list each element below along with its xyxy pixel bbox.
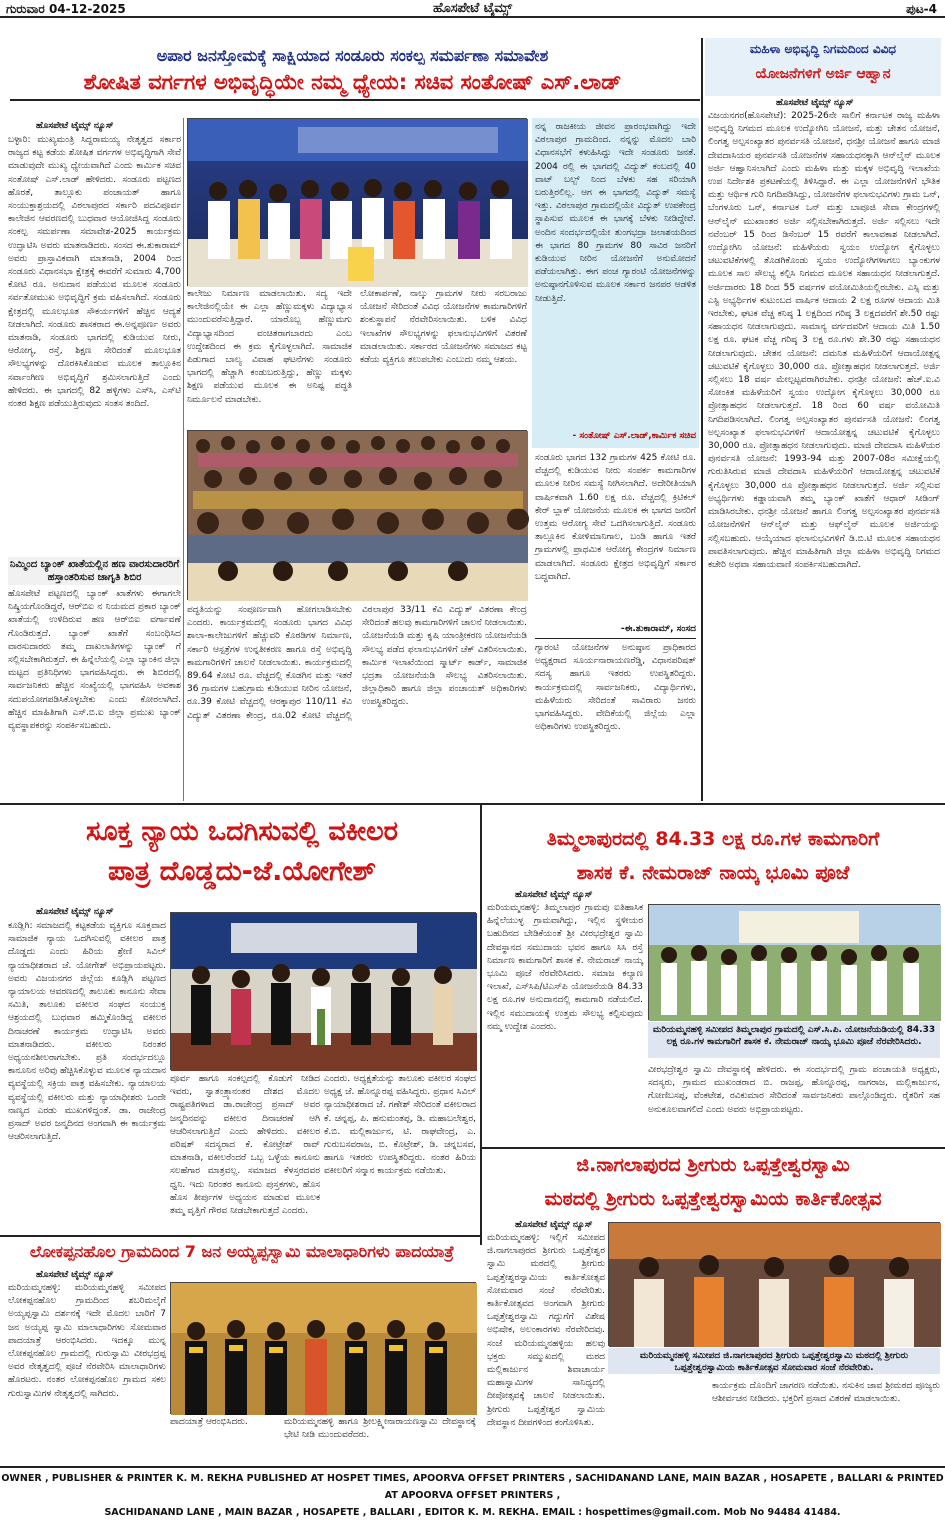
- story1-col4-lower: ಸಂಡೂರು ಭಾಗದ 132 ಗ್ರಾಮಗಳ 425 ಕೋಟಿ ರೂ. ವೆಚ್ಚದಲ್ಲಿ ಕುಡಿಯುವ ನೀರು ಸಂಪರ್ಕ ಕಾಮಗಾರಿಗಳ ಮೂಲಕ ನೀರಿನ ಸಮಸ್ಯೆ ನೀಗಿಸಲಾಗಿದೆ. ಅದೇರೀತಿಯಾಗಿ ವಾರ್ಷಿಕವಾಗಿ 1.60 ಲಕ್ಷ ರೂ. ವೆಚ್ಚದಲ್ಲಿ ಕ್ರಿಟಿಕಲ್ ಕೇರ್ ಬ್ಲಾಕ್ ಯೋಜನೆಯ ಮೂಲಕ ಈ ಭಾಗದ ಜನರಿಗೆ ಉತ್ತಮ ಆರೋಗ್ಯ ಸೇವೆ ಒದಗಿಸಲಾಗುತ್ತಿದೆ. ಸಂಡೂರು ತಾಲ್ಲೂಕಿನ ಕೋಳಿಮಾನಿಗಾಲ, ಬಂಡಿ ಹಾಗೂ ಇತರೆ ಗ್ರಾಮಗಳಲ್ಲಿ ಪ್ರಾಥಮಿಕ ಆರೋಗ್ಯ ಕೇಂದ್ರಗಳ ನಿರ್ಮಾಣ ಮಾಡಲಾಗಿದೆ. ಸಂಡೂರು ಕ್ಷೇತ್ರದ ಅಭಿವೃದ್ಧಿಗೆ ಸರ್ಕಾರ ಬದ್ಧವಾಗಿದೆ.: [535, 453, 696, 582]
- story1-col4-tail: ಗ್ಯಾರಂಟಿ ಯೋಜನೆಗಳ ಅನುಷ್ಠಾನ ಪ್ರಾಧಿಕಾರದ ಅಧ್ಯಕ್ಷರಾದ ಸೂರ್ಯನಾರಾಯಣರೆಡ್ಡಿ, ವಿಧಾನಪರಿಷತ್ ಸದಸ್ಯ ಹಾಗೂ ಇತರರು ಉಪಸ್ಥಿತರಿದ್ದರು. ಕಾರ್ಯಕ್ರಮದಲ್ಲಿ ಸಾರ್ವಜನಿಕರು, ವಿದ್ಯಾರ್ಥಿಗಳು, ಮಹಿಳೆಯರು ಸೇರಿದಂತೆ ಸಾವಿರಾರು ಜನರು ಭಾಗವಹಿಸಿದ್ದರು. ವೇದಿಕೆಯಲ್ಲಿ ಜಿಲ್ಲೆಯ ಎಲ್ಲಾ ಅಧಿಕಾರಿಗಳು ಉಪಸ್ಥಿತರಿದ್ದರು.: [535, 643, 696, 733]
- sub-story-text: ಹೊಸಪೇಟೆ ಪಟ್ಟಣದಲ್ಲಿ ಬ್ಯಾಂಕ್ ಖಾತೆಗಳು ಈಗಾಗಲೇ ನಿಷ್ಕ್ರಿಯಗೊಂಡಿದ್ದರೆ, ಆರ್‌ಬಿಐ ನ ನಿಯಮದ ಪ್ರಕಾರ ಬ್ಯಾಂಕ್ ಖಾತೆಯಲ್ಲಿ ಉಳಿದಿರುವ ಹಣ ಆರ್‌ಬಿಐ ವರ್ಗಾವಣೆ ಗೊಂಡಿರುತ್ತದೆ. ಬ್ಯಾಂಕ್ ಖಾತೆಗೆ ಸಂಬಂಧಿಸಿದ ವಾರಸುದಾರರು ತಮ್ಮ ದಾಖಲಾತಿಗಳನ್ನು ಬ್ಯಾಂಕ್ ಗೆ ಸಲ್ಲಿಸಬೇಕಾಗಿರುತ್ತದೆ. ಈ ಹಿನ್ನೆಲೆಯಲ್ಲಿ ಎಲ್ಲಾ ಬ್ಯಾಂಕಿನ ಜಿಲ್ಲಾ ಮಟ್ಟದ ಪ್ರತಿನಿಧಿಗಳು ಭಾಗವಹಿಸಿದ್ದರು. ಈ ಶಿಬಿರದಲ್ಲಿ ಸಾರ್ವಜನಿಕರು ಹೆಚ್ಚಿನ ಸಂಖ್ಯೆಯಲ್ಲಿ ಭಾಗವಹಿಸಿ ಅವಕಾಶ ಸದುಪಯೋಗಪಡಿಸಿಕೊಳ್ಳಬೇಕು ಎಂದು ಕೋರಲಾಗಿದೆ. ಹೆಚ್ಚಿನ ಮಾಹಿತಿಗಾಗಿ ಎಸ್.ಬಿ.ಐ ಜಿಲ್ಲಾ ಪ್ರಮುಖ ಬ್ಯಾಂಕ್ ವ್ಯವಸ್ಥಾಪಕರನ್ನು ಸಂಪರ್ಕಿಸಬಹುದು.: [8, 589, 181, 732]
- story1-crowd-photo: [187, 430, 527, 600]
- story1-quote-text: ನನ್ನ ರಾಜಕೀಯ ಜೀವನ ಪ್ರಾರಂಭವಾಗಿದ್ದು ಇದೇ ವಿಠಲಾಪುರ ಗ್ರಾಮದಿಂದ. ನನ್ನನ್ನು ಮೊದಲ ಬಾರಿ ವಿಧಾನಸಭೆಗೆ ಕಳುಹಿಸಿದ್ದು ಇದೇ ಸಂಡೂರು ಜನತೆ. 2004 ರಲ್ಲಿ ಈ ಭಾಗದಲ್ಲಿ ವಿದ್ಯುತ್ ಕಂಬದಲ್ಲಿ 40 ವಾಟ್ ಬಲ್ಬ್ ನಿಂದ ಬೆಳಕು ಸಹ ಸರಿಯಾಗಿ ಬರುತ್ತಿರಲಿಲ್ಲ. ಆಗ ಈ ಭಾಗದಲ್ಲಿ ವಿದ್ಯುತ್ ಸಮಸ್ಯೆ ಇತ್ತು. ವಿಠಲಾಪುರ ಗ್ರಾಮದಲ್ಲಿಯೇ ವಿದ್ಯುತ್ ಉಪಕೇಂದ್ರ ಸ್ಥಾಪಿಸುವ ಮೂಲಕ ಈ ಭಾಗಕ್ಕೆ ಬೆಳಕು ನೀಡಿದ್ದೇವೆ. ಅಂದಿನ ಸಂದರ್ಭದಲ್ಲಿಯೇ ತುಂಗಭದ್ರಾ ಜಲಾಶಯದಿಂದ ಈ ಭಾಗದ 80 ಗ್ರಾಮಗಳ 80 ಸಾವಿರ ಜನರಿಗೆ ಕುಡಿಯುವ ನೀರಿನ ಯೋಜನೆಗೆ ಅನುಮೋದನೆ ಪಡೆಯಲಾಗಿತ್ತು. ಈಗ ಪಂಚ ಗ್ಯಾರಂಟಿ ಯೋಜನೆಗಳನ್ನು ಅನುಷ್ಠಾನಗೊಳಿಸುವ ಮೂಲಕ ಸರ್ಕಾರ ಜನಪರ ಆಡಳಿತ ನೀಡುತ್ತಿದೆ.: [535, 122, 696, 304]
- story1-headline: ಶೋಷಿತ ವರ್ಗಗಳ ಅಭಿವೃದ್ಧಿಯೇ ನಮ್ಮ ಧ್ಯೇಯ: ಸಚಿವ ಸಂತೋಷ್ ಎಸ್.ಲಾಡ್: [83, 70, 622, 94]
- story3-col2: ಪೂರ್ವ ಹಾಗೂ ಸಂಕಲ್ಪದಲ್ಲಿ ಕೊಡುಗೆ ನೀಡಿದ ಇವರು, ಸ್ವಾತಂತ್ರ್ಯಾನಂತರ ದೇಶದ ಮೊದಲ ರಾಷ್ಟ್ರಪತಿಗಳಾದ ಡಾ.ರಾಜೇಂದ್ರ ಪ್ರಸಾದ್ ಅವರ ಜನ್ಮದಿನವನ್ನು ವಕೀಲರ ದಿನಾಚರಣೆ ಆಗಿ ಆಚರಿಸಲಾಗುತ್ತಿದೆ ಎಂದು ಹೇಳಿದರು. ವಕೀಲರ ಪರಿಷತ್ ಸದಸ್ಯರಾದ ಕೆ. ಕೋಟ್ರೇಶ್ ರಾವ್ ಮಾತನಾಡಿ, ವಕೀಲರೆಂದರೆ ಒಬ್ಬ ಒಳ್ಳೆಯ ಕಾನೂನು ಸಲಹೆಗಾರ ಮಾತ್ರವಲ್ಲ. ಸಮಾಜದ ಕೆಳಸ್ತರದವರ ಧ್ವನಿ. ಇದು ನಿರಂತರ ಕಾನೂನು ಪುಸ್ತಕಗಳು, ಹೊಸ ಹೊಸ ತೀರ್ಪುಗಳ ಅಧ್ಯಯನ ಮಾಡುವ ಮೂಲಕ ತಮ್ಮ ವೃತ್ತಿಗೆ ಗೌರವ ನೀಡಬೇಕಾಗುತ್ತದೆ ಎಂದರು.: [170, 1074, 320, 1217]
- story3-col3: ಎಂದರು. ಅಧ್ಯಕ್ಷತೆಯನ್ನು ತಾಲೂಕು ವಕೀಲರ ಸಂಘದ ಅಧ್ಯಕ್ಷ ಜೆ. ಹೊನ್ನೂರಪ್ಪ ವಹಿಸಿದ್ದರು. ಪ್ರಧಾನ ಸಿವಿಲ್ ನ್ಯಾಯಾಧೀಶರಾದ ಜೆ. ಗಣೇಶ್ ಸೇರಿದಂತೆ ವಕೀಲರಾದ ಕೆ. ಚನ್ನಪ್ಪ, ಪಿ. ಹನುಮಂತಪ್ಪ, ಡಿ. ಮಹಾಬಲೇಶ್ವರ, ಕೆ.ಬಿ. ಮಲ್ಲಿಕಾರ್ಜುನ, ಟಿ. ರಾಘವೇಂದ್ರ, ಎ. ಗುರುಬಸವರಾಜ, ಬಿ. ಕೊಟ್ರೇಶ್, ಡಿ. ಚನ್ನಬಸವ, ಹಾಗೂ ಇತರರು ಉಪಸ್ಥಿತರಿದ್ದರು. ನಂತರ ಹಿರಿಯ ವಕೀಲರಿಗೆ ಸನ್ಮಾನ ಕಾರ್ಯಕ್ರಮ ನಡೆಯಿತು.: [324, 1074, 476, 1177]
- story5-headline-line1: ಜಿ.ನಾಗಲಾಪುರದ ಶ್ರೀಗುರು ಒಪ್ಪತ್ತೇಶ್ವರಸ್ವಾಮಿ: [576, 1154, 850, 1176]
- story3-headline-line1: ಸೂಕ್ತ ನ್ಯಾಯ ಒದಗಿಸುವಲ್ಲಿ ವಕೀಲರ: [86, 816, 398, 847]
- column-divider-middle: [480, 805, 482, 1245]
- story4-col1: ಮರಿಯಮ್ಮನಹಳ್ಳಿ: ತಿಮ್ಮಲಾಪುರ ಗ್ರಾಮವು ಐತಿಹಾಸಿಕ ಹಿನ್ನೆಲೆಯುಳ್ಳ ಗ್ರಾಮವಾಗಿದ್ದು, ಇಲ್ಲಿನ ಸ್ಥಳೀಯರ ಬಹುದಿನದ ಬೇಡಿಕೆಯಂತೆ ಶ್ರೀ ವೀರಭದ್ರೇಶ್ವರ ಸ್ವಾಮಿ ದೇವಸ್ಥಾನದ ಸಮುದಾಯ ಭವನ ಹಾಗೂ ಸಿಸಿ ರಸ್ತೆ ನಿರ್ಮಾಣ ಕಾಮಗಾರಿಗೆ ಶಾಸಕ ಕೆ. ನೇಮರಾಜ್ ನಾಯ್ಕ ಭೂಮಿ ಪೂಜೆ ನೆರವೇರಿಸಿದರು. ಸಮಾಜ ಕಲ್ಯಾಣ ಇಲಾಖೆ, ಎಸ್‌ಸಿಪಿ/ಟಿಎಸ್‌ಪಿ ಯೋಜನೆಯಡಿ 84.33 ಲಕ್ಷ ರೂ.ಗಳ ಅನುದಾನದಲ್ಲಿ ಕಾಮಗಾರಿ ನಡೆಯಲಿದೆ. ಇಲ್ಲಿನ ಸಮುದಾಯಕ್ಕೆ ಉತ್ತಮ ಸೌಲಭ್ಯ ಕಲ್ಪಿಸುವುದು ನಮ್ಮ ಉದ್ದೇಶ ಎಂದರು.: [487, 903, 643, 1032]
- story5-headline-line2: ಮಠದಲ್ಲಿ ಶ್ರೀಗುರು ಒಪ್ಪತ್ತೇಶ್ವರಸ್ವಾಮಿಯ ಕಾರ್ತಿಕೋತ್ಸವ: [544, 1188, 882, 1210]
- divider: [482, 1147, 945, 1149]
- story2-text: ವಿಜಯನಗರ(ಹೊಸಪೇಟೆ): 2025-26ನೇ ಸಾಲಿಗೆ ಕರ್ನಾಟಕ ರಾಜ್ಯ ಮಹಿಳಾ ಅಭಿವೃದ್ಧಿ ನಿಗಮದ ಮೂಲಕ ಉದ್ಯೋಗಿನಿ ಯೋಜನೆ, ಮತ್ತು ಚೇತನ ಯೋಜನೆ, ಲಿಂಗತ್ವ ಅಲ್ಪಸಂಖ್ಯಾತರ ಪುನರ್ವಸತಿ ಯೋಜನೆ, ಧನಶ್ರೀ ಯೋಜನೆ ಹಾಗೂ ಮಾಜಿ ದೇವದಾಸಿಯರ ಪುನರ್ವಸತಿ ಯೋಜನೆಗಳ ಸಹಾಯಧನಕ್ಕಾಗಿ ಆನ್‌ಲೈನ್ ಮೂಲಕ ಅರ್ಜಿ ಆಹ್ವಾನಿಸಲಾಗಿದೆ ಎಂದು ಮಹಿಳಾ ಮತ್ತು ಮಕ್ಕಳ ಅಭಿವೃದ್ಧಿ ಇಲಾಖೆಯ ಉಪ ನಿರ್ದೇಶಕಿ ಪ್ರಕಟಣೆಯಲ್ಲಿ ತಿಳಿಸಿದ್ದಾರೆ. ಈ ಎಲ್ಲಾ ಯೋಜನೆಗಳಿಗೆ ಭೌತಿಕ ಮತ್ತು ಆರ್ಥಿಕ ಗುರಿ ನಿಗದಿಪಡಿಸಿದ್ದು, ಯೋಜನೆಗಳ ಫಲಾನುಭವಿಗಳು ಗ್ರಾಮ ಒನ್, ಬೆಂಗಳೂರು ಒನ್, ಕರ್ನಾಟಕ ಒನ್ ಮತ್ತು ಬಾಪೂಜಿ ಸೇವಾ ಕೇಂದ್ರಗಳಲ್ಲಿ ಆನ್‌ಲೈನ್ ಮುಖಾಂತರ ಅರ್ಜಿ ಸಲ್ಲಿಸಬೇಕಾಗಿರುತ್ತದೆ. ಅರ್ಜಿ ಸಲ್ಲಿಸಲು ಇದೇ ನವೆಂಬರ್ 15 ರಿಂದ ಡಿಸೆಂಬರ್ 15 ರವರೆಗೆ ಕಾಲಾವಕಾಶ ನೀಡಲಾಗಿದೆ. ಉದ್ಯೋಗಿನಿ ಯೋಜನೆ: ಮಹಿಳೆಯರು ಸ್ವಯಂ ಉದ್ಯೋಗ ಕೈಗೊಳ್ಳಲು ಚಟುವಟಿಕೆಗಳಲ್ಲಿ ತೊಡಗಿಕೊಂಡು ಸ್ವಯಂ ಉದ್ಯೋಗಿಗಳಾಗಲು ಬ್ಯಾಂಕುಗಳ ಮೂಲಕ ಸಾಲ ಸೌಲಭ್ಯ ಕಲ್ಪಿಸಿ ನಿಗಮದ ಮೂಲಕ ಸಹಾಯಧನ ನೀಡಲಾಗುತ್ತದೆ. ಅರ್ಜಿದಾರರು 18 ರಿಂದ 55 ವರ್ಷಗಳ ವಯೋಮಿತಿಯಲ್ಲಿರಬೇಕು. ಎಸ್ಸಿ ಮತ್ತು ಎಸ್ಟಿ ಅಭ್ಯರ್ಥಿಗಳ ಕುಟುಂಬದ ವಾರ್ಷಿಕ ಆದಾಯ 2 ಲಕ್ಷ ರೂಗಳ ಆದಾಯ ಮಿತಿ ಇರಬೇಕು, ಘಟಕ ವೆಚ್ಚ ಕನಿಷ್ಠ 1 ಲಕ್ಷದಿಂದ ಗರಿಷ್ಠ 3 ಲಕ್ಷದವರೆಗೆ ಶೇ.50 ರಷ್ಟು ಸಹಾಯಧನ ನೀಡಲಾಗುವುದು. ಸಾಮಾನ್ಯ ವರ್ಗದವರಿಗೆ ಆದಾಯ ಮಿತಿ 1.50 ಲಕ್ಷ ರೂ. ಘಟಕ ವೆಚ್ಚ ಗರಿಷ್ಠ 3 ಲಕ್ಷ ರೂ.ಗಳು ಶೇ.30 ರಷ್ಟು ಸಹಾಯಧನ ನೀಡಲಾಗುವುದು. ಚೇತನ ಯೋಜನೆ: ದಮನಿತ ಮಹಿಳೆಯರಿಗೆ ಆದಾಯೋತ್ಪನ್ನ ಚಟುವಟಿಕೆ ಕೈಗೊಳ್ಳಲು 30,000 ರೂ. ಪ್ರೋತ್ಸಾಹಧನ ನೀಡಲಾಗುತ್ತದೆ. ಅರ್ಜಿ ಸಲ್ಲಿಸಲು 18 ವರ್ಷ ಮೇಲ್ಪಟ್ಟವರಾಗಿರಬೇಕು. ಧನಶ್ರೀ ಯೋಜನೆ: ಹೆಚ್.ಐ.ವಿ ಸೋಂಕಿತ ಮಹಿಳೆಯರಿಗೆ ಸ್ವಯಂ ಉದ್ಯೋಗ ಕೈಗೊಳ್ಳಲು 30,000 ರೂ ಪ್ರೋತ್ಸಾಹಧನ ನೀಡಲಾಗುತ್ತದೆ. 18 ರಿಂದ 60 ವರ್ಷ ವಯೋಮಿತಿ ನಿಗದಿಪಡಿಸಲಾಗಿದೆ. ಲಿಂಗತ್ವ ಅಲ್ಪಸಂಖ್ಯಾತರ ಪುನರ್ವಸತಿ ಯೋಜನೆ: ಲಿಂಗತ್ವ ಅಲ್ಪಸಂಖ್ಯಾತ ಫಲಾನುಭವಿಗಳಿಗೆ ಆದಾಯೋತ್ಪನ್ನ ಚಟುವಟಿಕೆ ಕೈಗೊಳ್ಳಲು 30,000 ರೂ. ಪ್ರೋತ್ಸಾಹಧನ ನೀಡಲಾಗುವುದು. ಮಾಜಿ ದೇವದಾಸಿ ಮಹಿಳೆಯರ ಪುನರ್ವಸತಿ ಯೋಜನೆ: 1993-94 ಮತ್ತು 2007-08ರ ಸಮೀಕ್ಷೆಯಲ್ಲಿ ಗುರುತಿಸಿರುವ ಮಾಜಿ ದೇವದಾಸಿ ಮಹಿಳೆಯರಿಗೆ ಆದಾಯೋತ್ಪನ್ನ ಚಟುವಟಿಕೆ ಕೈಗೊಳ್ಳಲು 30,000 ರೂ ಪ್ರೋತ್ಸಾಹಧನ ನೀಡಲಾಗುತ್ತದೆ. ಅರ್ಜಿ ಸಲ್ಲಿಸುವ ಅಭ್ಯರ್ಥಿಗಳು ಕಡ್ಡಾಯವಾಗಿ ತಮ್ಮ ಬ್ಯಾಂಕ್ ಖಾತೆಗೆ ಆಧಾರ್ ಸೀಡಿಂಗ್ ಮಾಡಿಸಿರಬೇಕು. ಧನಶ್ರೀ ಯೋಜನೆ ಹಾಗೂ ಲಿಂಗತ್ವ ಅಲ್ಪಸಂಖ್ಯಾತರ ಪುನರ್ವಸತಿ ಯೋಜನೆಗಳಿಗೆ ಆನ್‌ಲೈನ್ ಮತ್ತು ಆಫ್‌ಲೈನ್ ಮೂಲಕ ಅರ್ಜಿಯನ್ನು ಸಲ್ಲಿಸಬಹುದು. ಆಯ್ಕೆಯಾದ ಫಲಾನುಭವಿಗಳಿಗೆ ಡಿ.ಬಿ.ಟಿ ಮೂಲಕ ಸಹಾಯಧನ ಪಾವತಿಸಲಾಗುವುದು. ಹೆಚ್ಚಿನ ಮಾಹಿತಿಗಾಗಿ ಜಿಲ್ಲಾ ಮಹಿಳಾ ಅಭಿವೃದ್ಧಿ ನಿಗಮದ ಕಚೇರಿ ಅಥವಾ ಸಹಾಯವಾಣಿ ಸಂಪರ್ಕಿಸಬಹುದಾಗಿದೆ.: [708, 111, 940, 570]
- story1-col23-lower: ಪದ್ಧತಿಯನ್ನು ಸಂಪೂರ್ಣವಾಗಿ ಹೋಗಲಾಡಿಸಬೇಕು ಎಂದರು. ಕಾರ್ಯಕ್ರಮದಲ್ಲಿ ಸಂಡೂರು ಭಾಗದ ವಿವಿಧ ಶಾಲಾ-ಕಾಲೇಜುಗಳಿಗೆ ಹೆಚ್ಚುವರಿ ಕೊಠಡಿಗಳ ನಿರ್ಮಾಣ, ಸರ್ಕಾರಿ ಆಸ್ಪತ್ರೆಗಳ ಉನ್ನತೀಕರಣ ಹಾಗೂ ರಸ್ತೆ ಅಭಿವೃದ್ಧಿ ಕಾಮಗಾರಿಗಳಿಗೆ ಚಾಲನೆ ನೀಡಲಾಯಿತು. ಕಾರ್ಯಕ್ರಮದಲ್ಲಿ 89.64 ಕೋಟಿ ರೂ. ವೆಚ್ಚದಲ್ಲಿ ಕೊಡಗಿನ ಮತ್ತು ಇತರೆ 36 ಗ್ರಾಮಗಳ ಬಹುಗ್ರಾಮ ಕುಡಿಯುವ ನೀರಿನ ಯೋಜನೆ, ರೂ.39 ಕೋಟಿ ವೆಚ್ಚದಲ್ಲಿ ಆರಕ್ಕಾಪುರ 110/11 ಕೆವಿ ವಿದ್ಯುತ್ ವಿತರಣಾ ಕೇಂದ್ರ, ರೂ.02 ಕೋಟಿ ವೆಚ್ಚದಲ್ಲಿ ವಿಠಲಾಪುರ 33/11 ಕೆವಿ ವಿದ್ಯುತ್ ವಿತರಣಾ ಕೇಂದ್ರ ಸೇರಿದಂತೆ ಹಲವು ಕಾಮಗಾರಿಗಳಿಗೆ ಚಾಲನೆ ನೀಡಲಾಯಿತು. ಯೋಜನೆಯಡಿ ಮತ್ತು ಕೃಷಿ ಯಾಂತ್ರೀಕರಣ ಯೋಜನೆಯಡಿ ಸೌಲಭ್ಯ ಪಡೆದ ಫಲಾನುಭವಿಗಳಿಗೆ ಚೆಕ್ ವಿತರಿಸಲಾಯಿತು. ಕಾರ್ಮಿಕ ಇಲಾಖೆಯಿಂದ ಸ್ಮಾರ್ಟ್ ಕಾರ್ಡ್, ಸಾಮಾಜಿಕ ಭದ್ರತಾ ಯೋಜನೆಯಡಿ ಸೌಲಭ್ಯ ವಿತರಿಸಲಾಯಿತು. ಜಿಲ್ಲಾಧಿಕಾರಿ ಹಾಗೂ ಜಿಲ್ಲಾ ಪಂಚಾಯತ್ ಅಧಿಕಾರಿಗಳು ಉಪಸ್ಥಿತರಿದ್ದರು.: [187, 605, 527, 721]
- story1-rule: [10, 99, 700, 101]
- story6-byline: ಹೊಸಪೇಟೆ ಟೈಮ್ಸ್ ನ್ಯೂಸ್: [36, 1270, 114, 1280]
- story2-kicker: ಮಹಿಳಾ ಅಭಿವೃದ್ಧಿ ನಿಗಮದಿಂದ ವಿವಿಧ: [749, 42, 897, 56]
- section-divider: [0, 803, 945, 805]
- story1-col1: ಬಳ್ಳಾರಿ: ಮುಖ್ಯಮಂತ್ರಿ ಸಿದ್ದರಾಮಯ್ಯ ನೇತೃತ್ವದ ಸರ್ಕಾರ ರಾಜ್ಯದ ಕಟ್ಟ ಕಡೆಯ ಶೋಷಿತ ವರ್ಗಗಳ ಅಭಿವೃದ್ಧಿಗಾಗಿ ಸೇವೆ ಮಾಡುವುದೇ ಮುಖ್ಯ ಧ್ಯೇಯವಾಗಿದೆ ಎಂದು ಕಾರ್ಮಿಕ ಸಚಿವ ಸಂತೋಷ್ ಎಸ್.ಲಾಡ್ ಹೇಳಿದರು. ಸಂಡೂರು ಪಟ್ಟಣದ ಹೊರತೆ, ತಾಲ್ಲೂಕು ಪಂಚಾಯತ್ ಹಾಗೂ ಸಂಯುಕ್ತಾಶ್ರಯದಲ್ಲಿ ವಿಠಲಾಪುರದ ಸರ್ಕಾರಿ ಪದವಿಪೂರ್ವ ಕಾಲೇಜಿನ ಆವರಣದಲ್ಲಿ ಬುಧವಾರ ಆಯೋಜಿಸಿದ್ದ ಸಂಡೂರು ಸಂಕಲ್ಪ ಸಮರ್ಪಣಾ ಸಮಾವೇಶ-2025 ಕಾರ್ಯಕ್ರಮ ಉದ್ಘಾಟಿಸಿ ಅವರು ಮಾತನಾಡಿದರು. ಸಂಸದ ಈ.ತುಕಾರಾಮ್ ಅವರು ಪ್ರಾಸ್ತಾವಿಕವಾಗಿ ಮಾತನಾಡಿ, 2004 ರಿಂದ ಸಂಡೂರು ವಿಧಾನಸಭಾ ಕ್ಷೇತ್ರಕ್ಕೆ ಈವರೆಗೆ ಸುಮಾರು 4,700 ಕೋಟಿ ರೂ. ಅನುದಾನ ಪಡೆಯುವ ಮೂಲಕ ಸಂಡೂರು ಸರ್ವತೋಮುಖ ಅಭಿವೃದ್ಧಿಗೆ ಕ್ರಮ ವಹಿಸಲಾಗಿದೆ. ಸಂಡೂರು ಕ್ಷೇತ್ರದಲ್ಲಿ ಮೂಲಭೂತ ಸೌಕರ್ಯಗಳಿಗೆ ಹೆಚ್ಚಿನ ಆದ್ಯತೆ ನೀಡಲಾಗಿದೆ. ಸಂಡೂರು ಶಾಸಕರಾದ ಈ.ಅನ್ನಪೂರ್ಣ ಅವರು ಮಾತನಾಡಿ, ಸಂಡೂರು ಭಾಗದಲ್ಲಿ ಕುಡಿಯುವ ನೀರು, ಆರೋಗ್ಯ, ರಸ್ತೆ, ಶಿಕ್ಷಣ ಸೇರಿದಂತೆ ಮೂಲಭೂತ ಸೌಲಭ್ಯಗಳನ್ನು ದೊರಕಿಸಿಕೊಡುವ ಮೂಲಕ ತಾಲ್ಲೂಕಿನ ಸರ್ವಾಂಗೀಣ ಅಭಿವೃದ್ಧಿಗೆ ಶ್ರಮಿಸಲಾಗುತ್ತಿದೆ ಎಂದು ಹೇಳಿದರು. ಈ ಭಾಗದಲ್ಲಿ 82 ಹಳ್ಳಿಗಳು ಎಸ್‍ಸಿ, ಎಸ್‍ಟಿ ನಂತರ ಶಿಕ್ಷಣ ಪಡೆಯುತ್ತಿರುವುದು ಸಂತಸ ತಂದಿದೆ.: [8, 135, 181, 410]
- story4-caption: ಮರಿಯಮ್ಮನಹಳ್ಳಿ ಸಮೀಪದ ತಿಮ್ಮಲಾಪುರ ಗ್ರಾಮದಲ್ಲಿ ಎಸ್.ಸಿ.ಪಿ. ಯೋಜನೆಯಡಿಯಲ್ಲಿ 84.33 ಲಕ್ಷ ರೂ.ಗಳ ಕಾಮಗಾರಿಗೆ ಶಾಸಕ ಕೆ. ನೇಮರಾಜ್ ನಾಯ್ಕ ಭೂಮಿ ಪೂಜೆ ನೆರವೇರಿಸಿದರು.: [648, 1022, 940, 1058]
- story6-col2: ಮರಿಯಮ್ಮನಹಳ್ಳಿ ಹಾಗೂ ಶ್ರೀಲಕ್ಷ್ಮೀನಾರಾಯಣಸ್ವಾಮಿ ದೇವಸ್ಥಾನಕ್ಕೆ ಭೇಟಿ ನೀಡಿ ಮುಂದುವರೆದರು.: [284, 1417, 476, 1441]
- issue-date: ಗುರುವಾರ 04-12-2025: [6, 2, 126, 16]
- sub-story-title: ನಿಮ್ಮಿಂದ ಬ್ಯಾಂಕ್ ಖಾತೆಯಲ್ಲಿನ ಹಣ ವಾರಸುದಾರರಿಗೆ ಹಸ್ತಾಂತರಿಸುವ ಜಾಗೃತಿ ಶಿಬಿರ: [9, 559, 180, 583]
- story5-text: ಮರಿಯಮ್ಮನಹಳ್ಳಿ: ಇಲ್ಲಿಗೆ ಸಮೀಪದ ಜಿ.ನಾಗಲಾಪುರದ ಶ್ರೀಗುರು ಒಪ್ಪತ್ತೇಶ್ವರ ಸ್ವಾಮಿ ಮಠದಲ್ಲಿ ಶ್ರೀಗುರು ಒಪ್ಪತ್ತೇಶ್ವರಸ್ವಾಮಿಯ ಕಾರ್ತಿಕೋತ್ಸವ ಸೋಮವಾರ ಸಂಜೆ ನೆರವೇರಿತು. ಕಾರ್ತಿಕೋತ್ಸವದ ಅಂಗವಾಗಿ ಶ್ರೀಗುರು ಒಪ್ಪತ್ತೇಶ್ವರಸ್ವಾಮಿ ಗದ್ದುಗೆಗೆ ವಿಶೇಷ ಅಭಿಷೇಕ, ಅಲಂಕಾರಗಳು ನೆರವೇರಿದವು. ಸಂಜೆ ಮರಿಯಮ್ಮನಹಳ್ಳಿಯ ಹಲವು ಭಕ್ತರು ಸಮ್ಮುಖದಲ್ಲಿ ಮಠದ ಮಲ್ಲಿಕಾರ್ಜುನ ಶಿವಾಚಾರ್ಯ ಮಹಾಸ್ವಾಮಿಗಳ ಸಾನಿಧ್ಯದಲ್ಲಿ ದೀಪೋತ್ಸವಕ್ಕೆ ಚಾಲನೆ ನೀಡಲಾಯಿತು. ಶ್ರೀಗುರು ಒಪ್ಪತ್ತೇಶ್ವರ ಸ್ವಾಮಿಯ ದೇವಸ್ಥಾನ ದೀಪಗಳಿಂದ ಕಂಗೊಳಿಸಿತು.: [487, 1233, 605, 1428]
- story2-byline: ಹೊಸಪೇಟೆ ಟೈಮ್ಸ್ ನ್ಯೂಸ್: [776, 98, 854, 108]
- imprint-line1: OWNER , PUBLISHER & PRINTER K. M. REKHA PUBLISHED AT HOSPET TIMES, APOORVA OFFSET PRINTERS , SACHIDANAND LANE, MAIN BAZAR , HOSAPETE , BALLARI & PRINTED AT APOORVA OFFSET PRINTERS ,: [1, 1473, 944, 1501]
- divider: [0, 1235, 482, 1237]
- divider: [535, 638, 696, 639]
- story6-col1: ಮರಿಯಮ್ಮನಹಳ್ಳಿ: ಮರಿಯಮ್ಮನಹಳ್ಳಿ ಸಮೀಪದ ಲೋಕಪ್ಪನಹೊಲ ಗ್ರಾಮದಿಂದ ಶಬರಿಮಲೈಗೆ ಅಯ್ಯಪ್ಪಸ್ವಾಮಿ ದರ್ಶನಕ್ಕೆ ಇದೇ ಮೊದಲ ಬಾರಿಗೆ 7 ಜನ ಅಯ್ಯಪ್ಪ ಸ್ವಾಮಿ ಮಾಲಾಧಾರಿಗಳು ಸೋಮವಾರ ಪಾದಯಾತ್ರೆ ಆರಂಭಿಸಿದರು. ಇದಕ್ಕೂ ಮುನ್ನ ಲೋಕಪ್ಪನಹೊಲ ಗ್ರಾಮದಲ್ಲಿ ಗುರುಸ್ವಾಮಿ ವೀರಭದ್ರಪ್ಪ ಅವರ ನೇತೃತ್ವದಲ್ಲಿ ಪೂಜೆ ನೆರವೇರಿಸಿ ಮಾಲಾಧಾರಿಗಳು ಹೊರಟರು. ನಂತರ ಲೋಕಪ್ಪನಹೊಲ ಗ್ರಾಮದ ಸಕಲ ಗುರುಸ್ವಾಮಿಗಳ ನೇತೃತ್ವದಲ್ಲಿ ಸಾಗಿದರು.: [8, 1283, 166, 1399]
- story4-headline-line1: ತಿಮ್ಮಲಾಪುರದಲ್ಲಿ 84.33 ಲಕ್ಷ ರೂ.ಗಳ ಕಾಮಗಾರಿಗೆ: [546, 828, 880, 850]
- story1-stage-photo: [187, 118, 527, 286]
- page-number: ಪುಟ-4: [906, 2, 937, 16]
- masthead: ಹೊಸಪೇಟೆ ಟೈಮ್ಸ್: [432, 1, 513, 16]
- story5-karthikotsava-photo: [608, 1222, 940, 1346]
- imprint-line2: SACHIDANAND LANE , MAIN BAZAR , HOSAPETE , BALLARI , EDITOR K. M. REKHA. EMAIL : hospettimes@gmail.com. Mob No 94484 41484.: [104, 1507, 841, 1518]
- story4-bhoomi-puja-photo: [648, 904, 940, 1020]
- story1-col4-attribution: -ಈ.ತುಕಾರಾಮ್, ಸಂಸದ: [620, 624, 696, 634]
- story4-byline: ಹೊಸಪೇಟೆ ಟೈಮ್ಸ್ ನ್ಯೂಸ್: [515, 890, 593, 900]
- story5-caption: ಮರಿಯಮ್ಮನಹಳ್ಳಿ ಸಮೀಪದ ಜಿ.ನಾಗಲಾಪುರದ ಶ್ರೀಗುರು ಒಪ್ಪತ್ತೇಶ್ವರಸ್ವಾಮಿ ಮಠದಲ್ಲಿ ಶ್ರೀಗುರು ಒಪ್ಪತ್ತೇಶ್ವರಸ್ವಾಮಿಯ ಕಾರ್ತಿಕೋತ್ಸವ ಸೋಮವಾರ ಸಂಜೆ ನೆರವೇರಿತು.: [608, 1348, 940, 1374]
- story1-kicker: ಅಪಾರ ಜನಸ್ತೋಮಕ್ಕೆ ಸಾಕ್ಷಿಯಾದ ಸಂಡೂರು ಸಂಕಲ್ಪ ಸಮರ್ಪಣಾ ಸಮಾವೇಶ: [156, 46, 549, 65]
- page-header: [0, 0, 945, 18]
- story1-col3-under-photo: ಲೋಕಾರ್ಪಣೆ, ನಾಲ್ಕು ಗ್ರಾಮಗಳ ನೀರು ಸರಬರಾಜು ಯೋಜನೆ ಸೇರಿದಂತೆ ವಿವಿಧ ಯೋಜನೆಗಳ ಕಾಮಗಾರಿಗಳಿಗೆ ಶಂಕುಸ್ಥಾಪನೆ ನೆರವೇರಿಸಲಾಯಿತು. ಬಳಿಕ ವಿವಿಧ ಇಲಾಖೆಗಳ ಸೌಲಭ್ಯಗಳನ್ನು ಫಲಾನುಭವಿಗಳಿಗೆ ವಿತರಣೆ ಮಾಡಲಾಯಿತು. ಸರ್ಕಾರದ ಯೋಜನೆಗಳು ಸಮಾಜದ ಕಟ್ಟ ಕಡೆಯ ವ್ಯಕ್ತಿಗೂ ತಲುಪಬೇಕು ಎಂಬುದು ನಮ್ಮ ಆಶಯ.: [360, 289, 527, 366]
- story2-headline: ಯೋಜನೆಗಳಿಗೆ ಅರ್ಜಿ ಆಹ್ವಾನ: [755, 66, 891, 82]
- story5-byline: ಹೊಸಪೇಟೆ ಟೈಮ್ಸ್ ನ್ಯೂಸ್: [515, 1220, 593, 1230]
- story6-ayyappa-photo: [170, 1282, 476, 1414]
- story1-quote-attribution: - ಸಂತೋಷ್ ಎಸ್.ಲಾಡ್,ಕಾರ್ಮಿಕ ಸಚಿವ: [572, 431, 696, 441]
- story4-col2-lower: ವೀರಭದ್ರೇಶ್ವರ ಸ್ವಾಮಿ ದೇವಸ್ಥಾನಕ್ಕೆ ಹೇಳಿದರು. ಈ ಸಂದರ್ಭದಲ್ಲಿ ಗ್ರಾಮ ಪಂಚಾಯತಿ ಅಧ್ಯಕ್ಷರು, ಸದಸ್ಯರು, ಗ್ರಾಮದ ಮುಖಂಡರಾದ ಬಿ. ರಾಜಪ್ಪ, ಹೊನ್ನೂರಪ್ಪ, ನಾಗರಾಜ, ಮಲ್ಲಿಕಾರ್ಜುನ, ಗೋಣಿಬಸಪ್ಪ, ವೆಂಕಟೇಶ, ರವಿಕುಮಾರ ಸೇರಿದಂತೆ ಸಾರ್ವಜನಿಕರು ಪಾಲ್ಗೊಂಡಿದ್ದರು. ರೈತರಿಗೆ ಸಹ ಅನುಕೂಲವಾಗಲಿದೆ ಎಂದು ಅವರು ಅಭಿಪ್ರಾಯಪಟ್ಟರು.: [648, 1065, 940, 1115]
- col-rule: [183, 118, 184, 801]
- column-divider: [701, 38, 703, 801]
- story3-headline-line2: ಪಾತ್ರ ದೊಡ್ಡದು-ಜೆ.ಯೋಗೇಶ್: [107, 856, 377, 887]
- imprint-footer: [0, 1466, 945, 1518]
- story3-byline: ಹೊಸಪೇಟೆ ಟೈಮ್ಸ್ ನ್ಯೂಸ್: [36, 907, 114, 917]
- story1-col2-under-photo: ಕಾಲೇಜು ನಿರ್ಮಾಣ ಮಾಡಲಾಯಿತು. ಸದ್ಯ ಇದೇ ಕಾಲೇಜಿನಲ್ಲಿಯೇ ಈ ಎಲ್ಲಾ ಹೆಣ್ಣುಮಕ್ಕಳು ವಿದ್ಯಾಭ್ಯಾಸ ಮುಂದುವರೆಸುತ್ತಿದ್ದಾರೆ. ಯಾರೊಬ್ಬ ಹೆಣ್ಣುಮಗು ವಿದ್ಯಾಭ್ಯಾಸದಿಂದ ವಂಚಿತರಾಗಬಾರದು ಎಂಬ ಉದ್ದೇಶದಿಂದ ಈ ಕ್ರಮ ಕೈಗೊಳ್ಳಲಾಗಿದೆ. ಸಾಮಾಜಿಕ ಪಿಡುಗಾದ ಬಾಲ್ಯ ವಿವಾಹ ಘಟನೆಗಳು ಸಂಡೂರು ಭಾಗದಲ್ಲಿ ಹೆಚ್ಚಾಗಿ ಕಂಡುಬರುತ್ತಿದ್ದು, ಹೆಣ್ಣು ಮಕ್ಕಳು ಶಿಕ್ಷಣ ಪಡೆಯುವ ಮೂಲಕ ಈ ಅನಿಷ್ಟ ಪದ್ಧತಿ ನಿರ್ಮೂಲನೆ ಮಾಡಬೇಕು.: [187, 289, 352, 405]
- story4-headline-line2: ಶಾಸಕ ಕೆ. ನೇಮರಾಜ್ ನಾಯ್ಕ ಭೂಮಿ ಪೂಜೆ: [576, 862, 850, 884]
- story1-byline: ಹೊಸಪೇಟೆ ಟೈಮ್ಸ್ ನ್ಯೂಸ್: [36, 121, 114, 131]
- story5-tail: ಕಾರ್ಯಕ್ರಮ ದೊಂದಿಗೆ ಜಾಗರಣ ನಡೆಯಿತು. ನಸುಕಿನ ಜಾವ ಶ್ರೀಮಠದ ಪೂಜ್ಯರು ಆಶೀರ್ವಚನ ನೀಡಿದರು. ಭಕ್ತರಿಗೆ ಪ್ರಸಾದ ವಿತರಣೆ ಮಾಡಲಾಯಿತು.: [712, 1381, 940, 1405]
- story3-event-photo: [170, 912, 476, 1070]
- story6-headline: ಲೋಕಪ್ಪನಹೊಲ ಗ್ರಾಮದಿಂದ 7 ಜನ ಅಯ್ಯಪ್ಪಸ್ವಾಮಿ ಮಾಲಾಧಾರಿಗಳು ಪಾದಯಾತ್ರೆ: [29, 1242, 455, 1261]
- story3-col1: ಕೂಡ್ಲಿಗಿ: ಸಮಾಜದಲ್ಲಿ ಕಟ್ಟಕಡೆಯ ವ್ಯಕ್ತಿಗೂ ಸೂಕ್ತವಾದ ಸಾಮಾಜಿಕ ನ್ಯಾಯ ಒದಗಿಸುವಲ್ಲಿ ವಕೀಲರ ಪಾತ್ರ ದೊಡ್ಡದು ಎಂದು ಹಿರಿಯ ಶ್ರೇಣಿ ಸಿವಿಲ್ ನ್ಯಾಯಾಧೀಶರಾದ ಜೆ. ಯೋಗೇಶ್ ಅಭಿಪ್ರಾಯಪಟ್ಟರು. ಅವರು ವಿಜಯನಗರ ಜಿಲ್ಲೆಯ ಕೂಡ್ಲಿಗಿ ಪಟ್ಟಣದ ನ್ಯಾಯಾಲಯ ಆವರಣದಲ್ಲಿ ತಾಲೂಕು ಕಾನೂನು ಸೇವಾ ಸಮಿತಿ, ತಾಲೂಕು ವಕೀಲರ ಸಂಘದ ಸಂಯುಕ್ತ ಆಶ್ರಯದಲ್ಲಿ ಬುಧವಾರ ಹಮ್ಮಿಕೊಂಡಿದ್ದ ವಕೀಲರ ದಿನಾಚರಣೆ ಕಾರ್ಯಕ್ರಮ ಉದ್ಘಾಟಿಸಿ ಅವರು ಮಾತನಾಡಿದರು. ವಕೀಲರು ನಿರಂತರ ಅಧ್ಯಯನಶೀಲರಾಗಬೇಕು. ಪ್ರತಿ ಸಂದರ್ಭದಲ್ಲೂ ಕಾನೂನಿನ ಅರಿವು ಹೆಚ್ಚಿಸಿಕೊಳ್ಳುವ ಮೂಲಕ ನ್ಯಾಯದಾನ ವ್ಯವಸ್ಥೆಯಲ್ಲಿ ಸಕ್ರಿಯ ಪಾತ್ರ ವಹಿಸಬೇಕು. ನ್ಯಾಯಾಲಯ ವ್ಯವಸ್ಥೆಯಲ್ಲಿ ವಕೀಲರು ಮತ್ತು ನ್ಯಾಯಾಧೀಶರು ಒಂದೇ ನಾಣ್ಯದ ಎರಡು ಮುಖಗಳಿದ್ದಂತೆ. ಡಾ. ರಾಜೇಂದ್ರ ಪ್ರಸಾದ್ ಅವರ ಜನ್ಮದಿನದ ಅಂಗವಾಗಿ ಈ ಕಾರ್ಯಕ್ರಮ ಆಚರಿಸಲಾಗುತ್ತಿದೆ.: [8, 921, 166, 1143]
- story6-caption: ಪಾದಯಾತ್ರೆ ಆರಂಭಿಸಿದರು.: [170, 1417, 248, 1427]
